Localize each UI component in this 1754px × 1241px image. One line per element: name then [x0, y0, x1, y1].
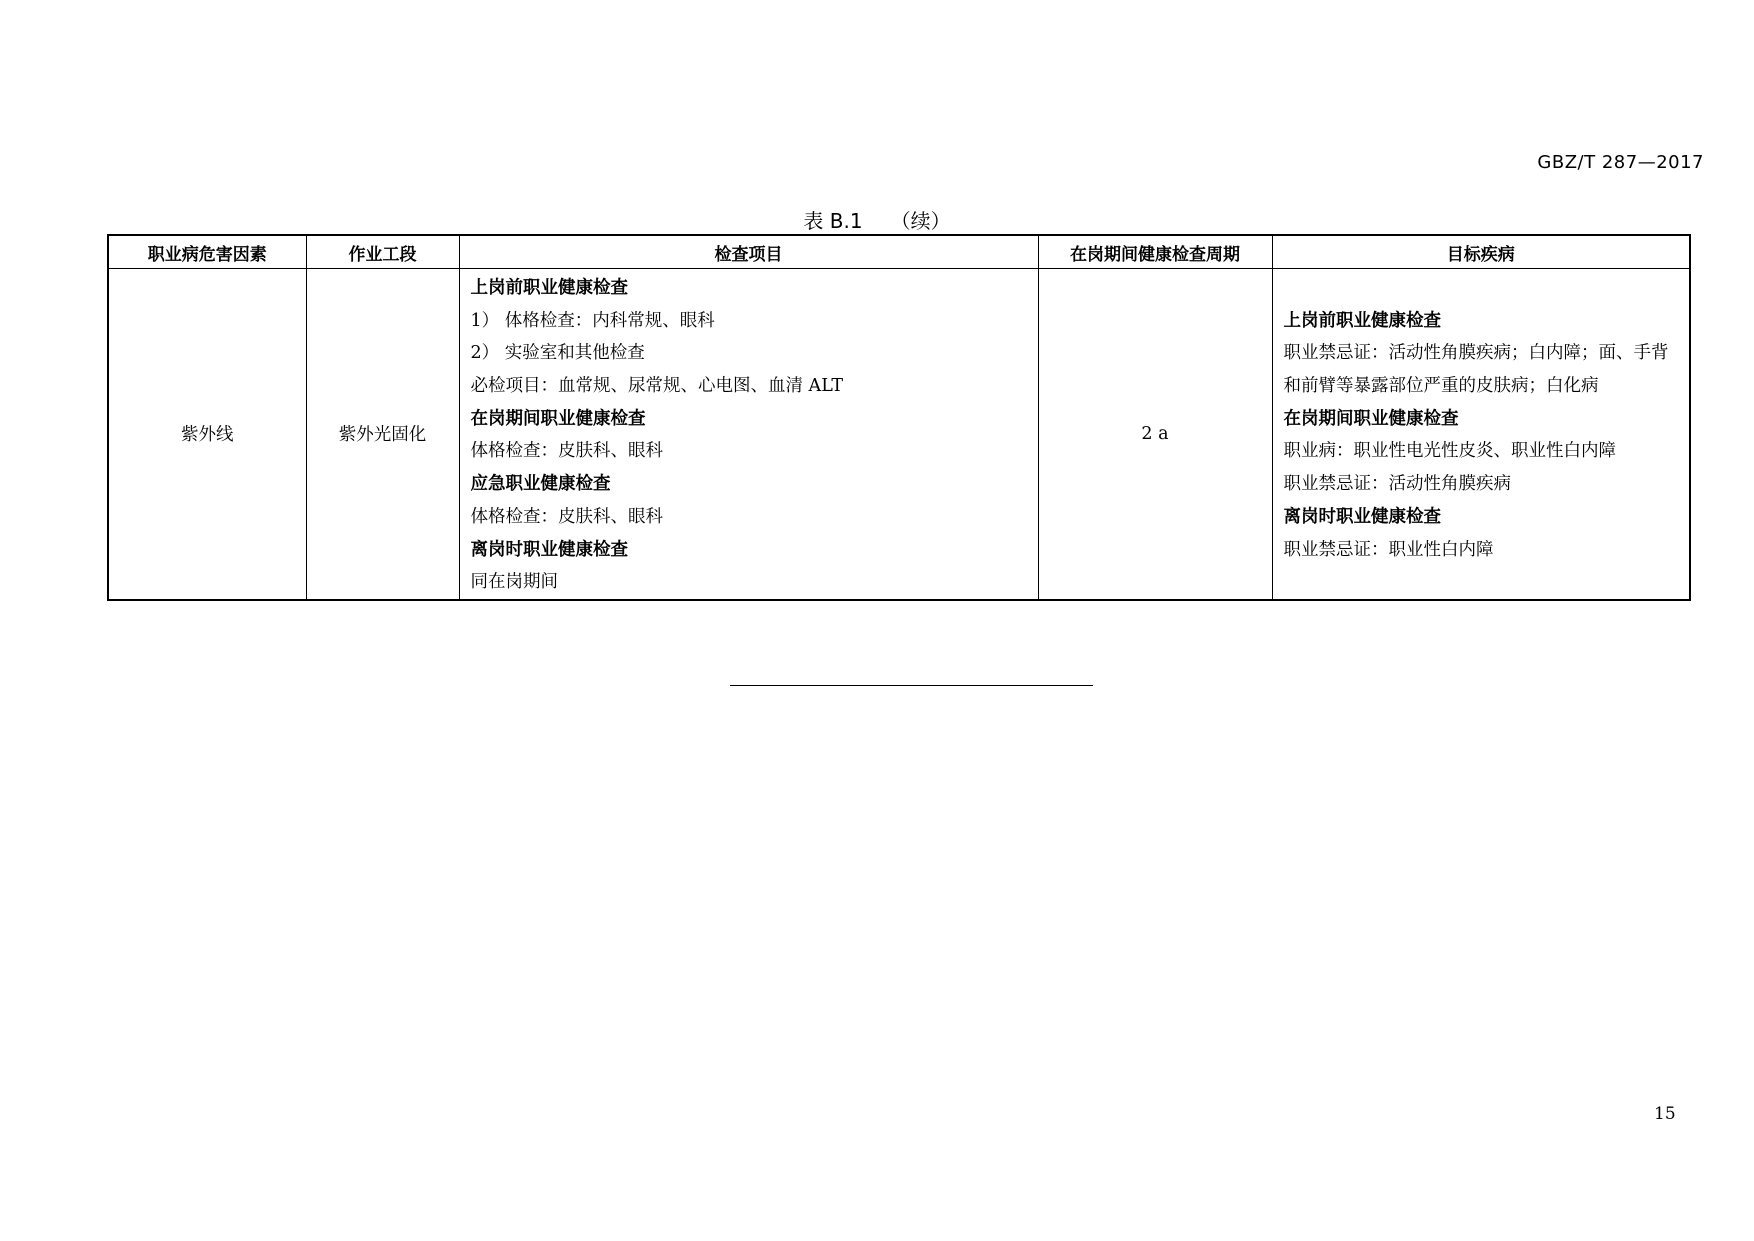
- exam-table: [107, 234, 1691, 601]
- standard-code: GBZ/T 287—2017: [1537, 152, 1704, 173]
- column-header-exam-items: 检查项目: [459, 235, 1038, 269]
- column-header-target-diseases: 目标疾病: [1272, 235, 1690, 269]
- exam-item-line: 应急职业健康检查: [470, 474, 611, 495]
- exam-item-line: 体格检查：皮肤科、眼科: [470, 441, 663, 462]
- exam-item-line: 必检项目：血常规、尿常规、心电图、血清 ALT: [470, 376, 844, 397]
- target-disease-line: 职业禁忌证：职业性白内障: [1283, 539, 1494, 560]
- exam-item-line: 体格检查：皮肤科、眼科: [470, 506, 663, 527]
- end-of-document-rule: [730, 685, 1093, 686]
- table-header-row: [108, 235, 1690, 269]
- target-disease-line: 职业病：职业性电光性皮炎、职业性白内障: [1283, 441, 1616, 462]
- exam-item-line: 离岗时职业健康检查: [470, 539, 628, 560]
- table-title-label: 表 B.1: [803, 209, 863, 233]
- cell-hazard: 紫外线: [108, 269, 306, 600]
- column-header-work-section: 作业工段: [306, 235, 459, 269]
- exam-item-line: 2） 实验室和其他检查: [470, 343, 645, 364]
- target-disease-line: 上岗前职业健康检查: [1283, 310, 1441, 331]
- exam-item-line: 在岗期间职业健康检查: [470, 408, 646, 429]
- table-title: [0, 205, 1754, 234]
- page-number: 15: [1654, 1104, 1676, 1124]
- cell-work-section: 紫外光固化: [306, 269, 459, 600]
- cell-target-diseases: [1272, 269, 1690, 600]
- target-disease-line: 在岗期间职业健康检查: [1283, 408, 1459, 429]
- target-disease-line: 职业禁忌证：活动性角膜疾病: [1283, 474, 1511, 495]
- column-header-period: 在岗期间健康检查周期: [1038, 235, 1272, 269]
- table-title-continued: （续）: [890, 209, 951, 233]
- exam-item-line: 1） 体格检查：内科常规、眼科: [470, 310, 715, 331]
- column-header-hazard: 职业病危害因素: [108, 235, 306, 269]
- cell-exam-items: [459, 269, 1038, 600]
- exam-item-line: 上岗前职业健康检查: [470, 278, 628, 298]
- exam-item-line: 同在岗期间: [470, 572, 558, 593]
- target-disease-line: 离岗时职业健康检查: [1283, 506, 1441, 527]
- table-row: [108, 269, 1690, 600]
- target-disease-line: 职业禁忌证：活动性角膜疾病；白内障；面、手背和前臂等暴露部位严重的皮肤病；白化病: [1283, 343, 1669, 397]
- cell-period: 2 a: [1038, 269, 1272, 600]
